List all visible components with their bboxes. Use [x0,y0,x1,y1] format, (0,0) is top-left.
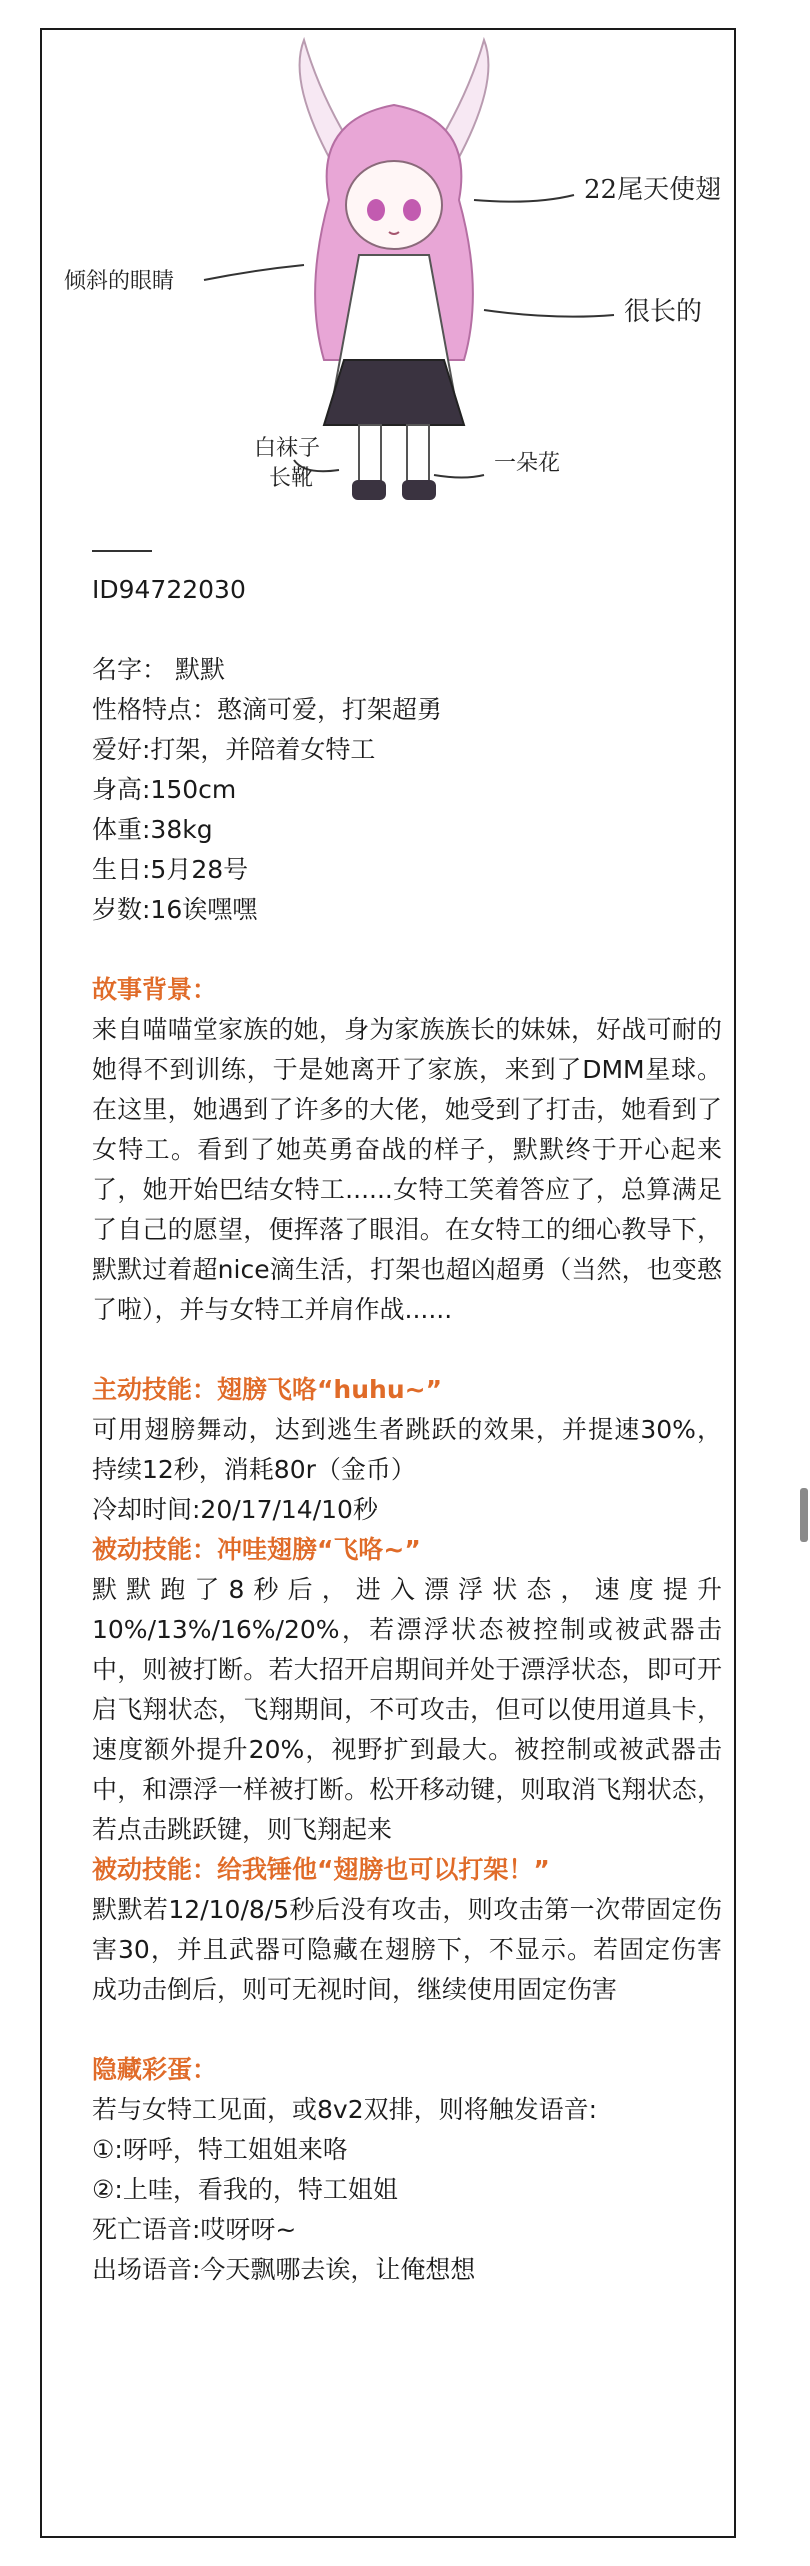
profile-hobby: 爱好:打架，并陪着女特工 [92,735,376,764]
annotation-socks: 白袜子 [254,436,321,461]
article-body [92,550,722,2290]
easter-egg-line: ②:上哇，看我的，特工姐姐 [92,2175,398,2204]
skirt [324,360,464,425]
annotation-eyes: 倾斜的眼睛 [64,269,175,294]
story-text: 来自喵喵堂家族的她，身为家族族长的妹妹，好战可耐的她得不到训练，于是她离开了家族，来到了DMM星球。在这里，她遇到了许多的大佬，她受到了打击，她看到了女特工。看到了她英勇奋战的样子，默默终于开心起来了，她开始巴结女特工......女特工笑着答应了，总算满足了自己的愿望，便挥落了眼泪。在女特工的细心教导下，默默过着超nice滴生活，打架也超凶超勇（当然，也变憨了啦），并与女特工并肩作战...... [92,1015,722,1324]
divider [92,550,152,552]
annotation-boots: 长靴 [269,466,314,491]
active-skill-heading: 主动技能：翅膀飞咯“huhu~” [92,1375,443,1404]
right-leg [407,425,429,485]
passive-skill-1-heading: 被动技能：冲哇翅膀“飞咯~” [92,1535,421,1564]
right-boot [402,480,436,500]
profile-name: 名字： 默默 [92,655,225,684]
easter-egg-line: 死亡语音:哎呀呀~ [92,2215,297,2244]
passive-skill-2-text: 默默若12/10/8/5秒后没有攻击，则攻击第一次带固定伤害30，并且武器可隐藏在翅膀下，不显示。若固定伤害成功击倒后，则可无视时间，继续使用固定伤害 [92,1895,722,2004]
profile-personality: 性格特点：憨滴可爱，打架超勇 [92,695,443,724]
article-card [40,28,736,2538]
character-illustration [54,30,724,530]
annotation-flower: 一朵花 [494,451,561,476]
annotation-long: 很长的 [624,297,703,327]
profile-age: 岁数:16诶嘿嘿 [92,895,258,924]
easter-egg-line: 出场语音:今天飘哪去诶，让俺想想 [92,2255,476,2284]
story-heading: 故事背景： [92,975,218,1004]
easter-egg-line: ①:呀呼，特工姐姐来咯 [92,2135,348,2164]
active-skill-cooldown: 冷却时间:20/17/14/10秒 [92,1495,378,1524]
left-eye [367,199,385,221]
profile-weight: 体重:38kg [92,815,213,844]
annotation-wings: 22尾天使翅 [584,175,722,205]
active-skill-text: 可用翅膀舞动，达到逃生者跳跃的效果，并提速30%，持续12秒，消耗80r（金币） [92,1415,722,1484]
left-boot [352,480,386,500]
passive-skill-1-text: 默默跑了8秒后，进入漂浮状态，速度提升10%/13%/16%/20%，若漂浮状态被控制或被武器击中，则被打断。若大招开启期间并处于漂浮状态，即可开启飞翔状态，飞翔期间，不可攻击，但可以使用道具卡，速度额外提升20%，视野扩到最大。被控制或被武器击中，和漂浮一样被打断。松开移动键，则取消飞翔状态，若点击跳跃键，则飞翔起来 [92,1575,722,1844]
passive-skill-2-heading: 被动技能：给我锤他“翅膀也可以打架！” [92,1855,550,1884]
face [346,161,442,249]
profile-birthday: 生日:5月28号 [92,855,249,884]
profile-height: 身高:150cm [92,775,237,804]
scrollbar-thumb[interactable] [800,1488,808,1542]
easter-egg-line: 若与女特工见面，或8v2双排，则将触发语音: [92,2095,598,2124]
left-leg [359,425,381,485]
id-line: ID94722030 [92,575,246,604]
right-eye [403,199,421,221]
easter-egg-heading: 隐藏彩蛋： [92,2055,218,2084]
